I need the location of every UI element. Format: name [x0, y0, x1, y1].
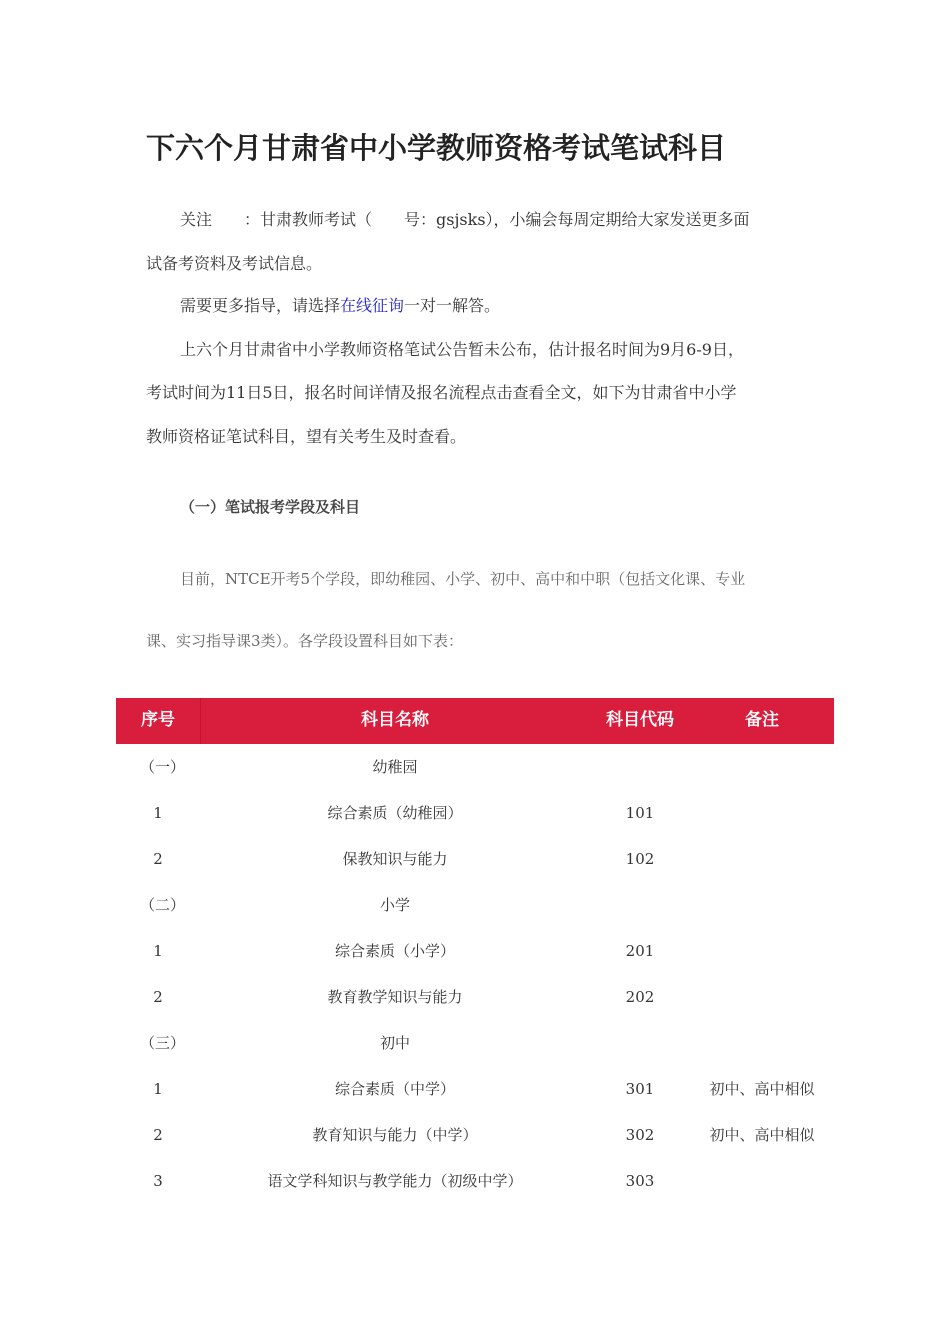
- paragraph-2-line-2: 考试时间为11日5日，报名时间详情及报名流程点击查看全文，如下为甘肃省中小学: [146, 383, 737, 402]
- header-name: 科目名称: [361, 710, 429, 730]
- table-row: [116, 1066, 834, 1112]
- cell-name: 教育知识与能力（中学）: [312, 1126, 478, 1144]
- intro-line-1: 关注 ：甘肃教师考试（ 号：gsjsks），小编会每周定期给大家发送更多面: [180, 210, 750, 229]
- cell-note: [690, 928, 834, 974]
- cell-seq: 2: [153, 1126, 163, 1144]
- cell-code: 301: [625, 1080, 655, 1098]
- cell-seq: 2: [153, 988, 163, 1006]
- cell-note: [690, 1020, 834, 1066]
- cell-seq: （二）: [140, 896, 186, 914]
- cell-note: [690, 744, 834, 790]
- online-consult-link[interactable]: 在线征询: [340, 296, 405, 315]
- header-seq: 序号: [141, 710, 175, 730]
- table-row: [116, 1158, 834, 1204]
- table-row: [116, 836, 834, 882]
- table-row: [116, 1020, 834, 1066]
- table-row: [116, 974, 834, 1020]
- cell-code: 302: [625, 1126, 655, 1144]
- intro-line-2: 试备考资料及考试信息。: [146, 254, 323, 273]
- cell-seq: 3: [153, 1172, 163, 1190]
- cell-name: 综合素质（幼稚园）: [327, 804, 463, 822]
- cell-note: 初中、高中相似: [709, 1126, 815, 1144]
- guide-line: [180, 296, 500, 316]
- cell-name: 综合素质（中学）: [334, 1080, 455, 1098]
- cell-seq: 1: [153, 942, 163, 960]
- cell-seq: 1: [153, 804, 163, 822]
- cell-note: [690, 1158, 834, 1204]
- cell-code: 101: [625, 804, 655, 822]
- header-code: 科目代码: [606, 710, 674, 730]
- paragraph-2-line-3: 教师资格证笔试科目，望有关考生及时查看。: [146, 427, 467, 446]
- table-row: [116, 790, 834, 836]
- cell-code: 303: [625, 1172, 655, 1190]
- cell-code: 202: [625, 988, 655, 1006]
- cell-name: 教育教学知识与能力: [327, 988, 463, 1006]
- cell-seq: 1: [153, 1080, 163, 1098]
- guide-prefix: 需要更多指导，请选择: [180, 296, 341, 315]
- cell-note: [690, 974, 834, 1020]
- table-header: [116, 698, 834, 744]
- section-heading: （一）笔试报考学段及科目: [180, 498, 361, 516]
- cell-code: 102: [625, 850, 655, 868]
- cell-seq: （一）: [140, 758, 186, 776]
- cell-note: [690, 790, 834, 836]
- section-line-2: 课、实习指导课3类）。各学段设置科目如下表：: [146, 632, 464, 650]
- cell-name: 小学: [379, 896, 410, 914]
- table-row: [116, 1112, 834, 1158]
- cell-code: [590, 882, 690, 928]
- table-row: [116, 882, 834, 928]
- table-row: [116, 928, 834, 974]
- guide-suffix: 一对一解答。: [404, 296, 501, 315]
- cell-seq: 2: [153, 850, 163, 868]
- header-note: 备注: [745, 710, 779, 730]
- table-row: [116, 744, 834, 790]
- cell-name: 保教知识与能力: [342, 850, 448, 868]
- cell-code: [590, 1020, 690, 1066]
- cell-note: [690, 836, 834, 882]
- cell-name: 幼稚园: [372, 758, 418, 776]
- cell-note: [690, 882, 834, 928]
- cell-name: 语文学科知识与教学能力（初级中学）: [267, 1172, 523, 1190]
- section-line-1: 目前，NTCE开考5个学段，即幼稚园、小学、初中、高中和中职（包括文化课、专业: [180, 570, 746, 588]
- page-title: 下六个月甘肃省中小学教师资格考试笔试科目: [146, 131, 727, 165]
- cell-code: 201: [625, 942, 655, 960]
- cell-name: 综合素质（小学）: [334, 942, 455, 960]
- cell-note: 初中、高中相似: [709, 1080, 815, 1098]
- cell-seq: （三）: [140, 1034, 186, 1052]
- cell-name: 初中: [379, 1034, 410, 1052]
- paragraph-2-line-1: 上六个月甘肃省中小学教师资格笔试公告暂未公布，估计报名时间为9月6-9日，: [180, 340, 744, 359]
- cell-code: [590, 744, 690, 790]
